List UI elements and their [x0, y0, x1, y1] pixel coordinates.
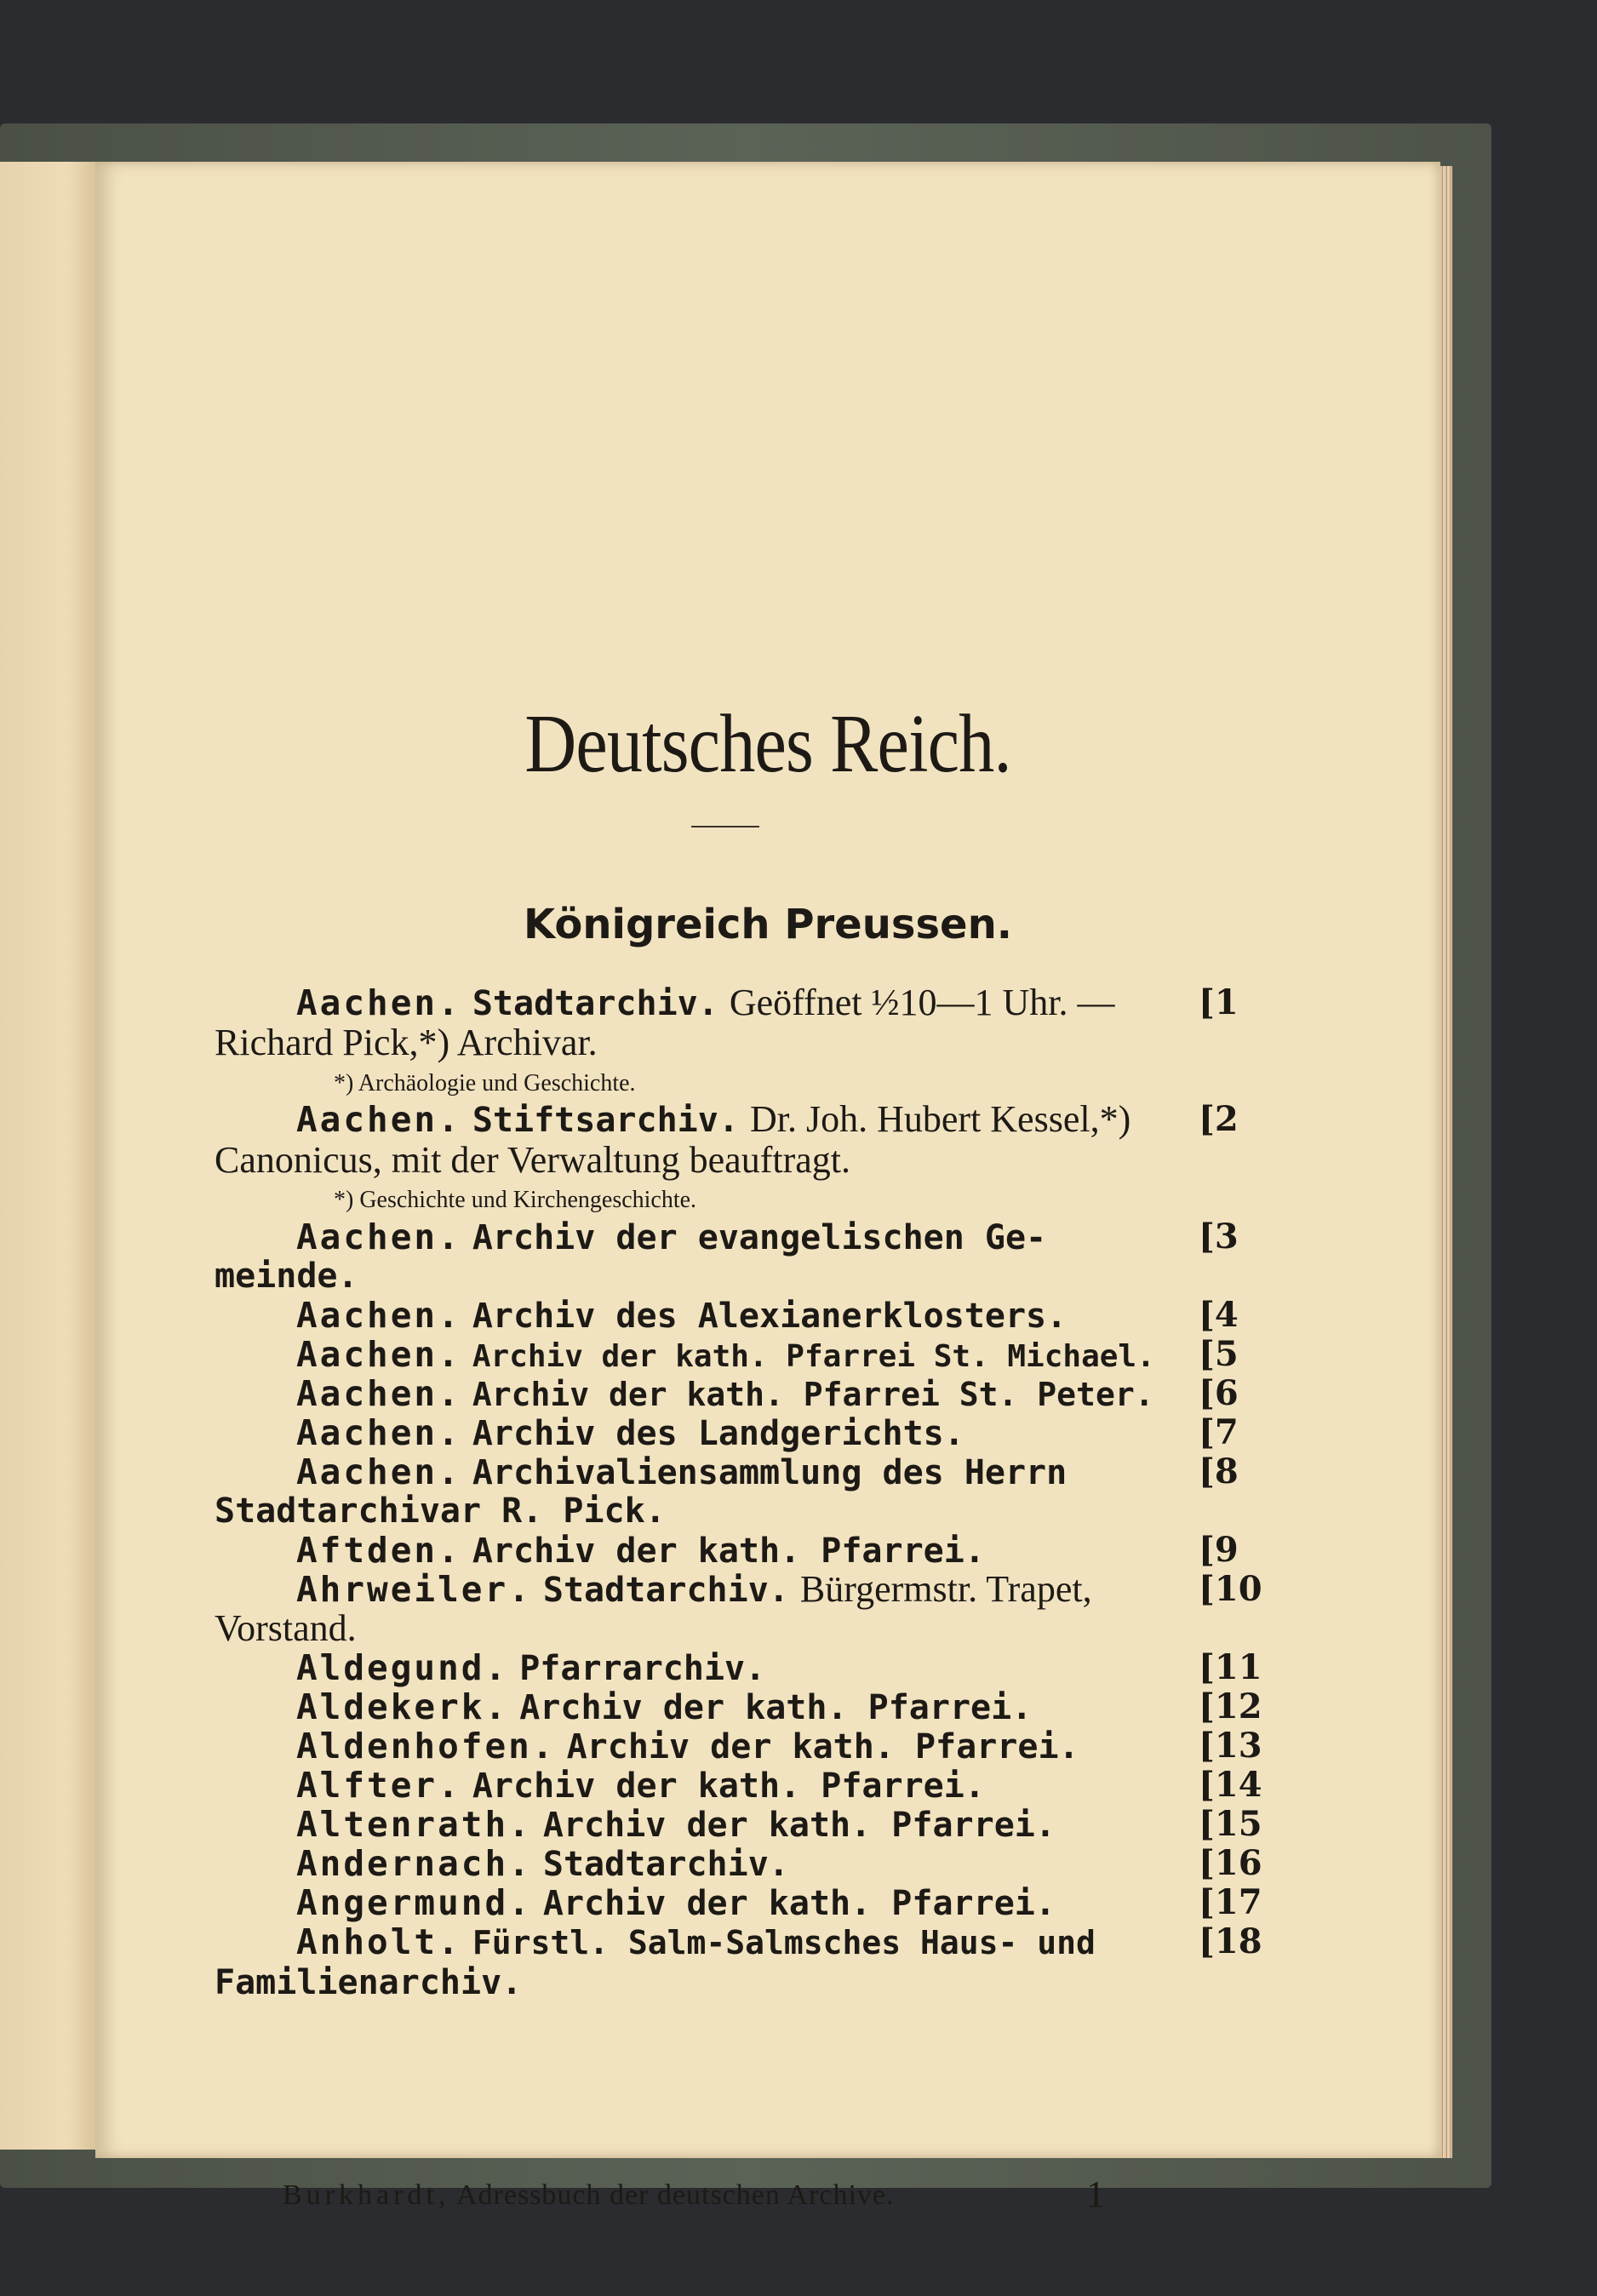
entry-line: Angermund. Archiv der kath. Pfarrei.	[296, 1882, 1056, 1923]
page-stack-edge	[1440, 166, 1452, 2158]
entry-line: Aldenhofen. Archiv der kath. Pfarrei.	[296, 1726, 1079, 1766]
entry-number: [7	[1199, 1412, 1239, 1452]
entry-number: [4	[1199, 1295, 1239, 1335]
entry-continuation: meinde.	[215, 1257, 358, 1296]
entry-continuation: Vorstand.	[215, 1607, 357, 1649]
entry-continuation: Stadtarchivar R. Pick.	[215, 1492, 666, 1531]
entry-line: Altenrath. Archiv der kath. Pfarrei.	[296, 1804, 1056, 1845]
footnote: *) Geschichte und Kirchengeschichte.	[334, 1187, 697, 1213]
entry-continuation: Richard Pick,*) Archivar.	[215, 1022, 598, 1063]
entry-line: Aachen. Stadtarchiv. Geöffnet ½10—1 Uhr. —	[296, 982, 1115, 1023]
entry-number: [12	[1199, 1686, 1262, 1726]
entry-number: [13	[1199, 1726, 1262, 1766]
entry-line: Aldekerk. Archiv der kath. Pfarrei.	[296, 1686, 1033, 1727]
entry-continuation: Canonicus, mit der Verwaltung beauftragt.	[215, 1139, 850, 1181]
entry-continuation: Familienarchiv.	[215, 1963, 523, 2002]
page-number: 1	[1086, 2173, 1105, 2215]
entry-number: [17	[1199, 1882, 1262, 1922]
entry-line: Aachen. Archiv der kath. Pfarrei St. Peter.	[296, 1373, 1154, 1414]
entry-line: Aachen. Stiftsarchiv. Dr. Joh. Hubert Kessel,*)	[296, 1098, 1131, 1140]
entry-line: Aachen. Archiv der kath. Pfarrei St. Michael.	[296, 1334, 1155, 1375]
entry-number: [1	[1199, 982, 1239, 1022]
entry-line: Aftden. Archiv der kath. Pfarrei.	[296, 1530, 985, 1571]
entry-line: Aachen. Archiv der evangelischen Ge-	[296, 1217, 1047, 1257]
page-footer: Burkhardt, Adressbuch der deutschen Archive.	[283, 2179, 895, 2211]
entry-number: [18	[1199, 1921, 1262, 1961]
entry-line: Aachen. Archiv des Landgerichts.	[296, 1412, 964, 1453]
entry-line: Andernach. Stadtarchiv.	[296, 1843, 789, 1884]
entry-number: [14	[1199, 1765, 1262, 1805]
entry-line: Aldegund. Pfarrarchiv.	[296, 1647, 766, 1688]
section-heading: Königreich Preussen.	[523, 901, 1012, 948]
entry-number: [6	[1199, 1373, 1239, 1413]
entry-number: [10	[1199, 1569, 1262, 1609]
entry-number: [5	[1199, 1334, 1239, 1374]
page-text	[95, 162, 1440, 2215]
entry-number: [11	[1199, 1647, 1262, 1687]
left-page-edge	[0, 162, 95, 2150]
title-rule	[691, 826, 759, 827]
entry-number: [8	[1199, 1451, 1239, 1492]
entry-number: [16	[1199, 1843, 1262, 1883]
entry-line: Aachen. Archivaliensammlung des Herrn	[296, 1451, 1068, 1492]
entry-number: [3	[1199, 1217, 1239, 1257]
entry-line: Alfter. Archiv der kath. Pfarrei.	[296, 1765, 985, 1806]
entry-line: Aachen. Archiv des Alexianerklosters.	[296, 1295, 1068, 1336]
footnote: *) Archäologie und Geschichte.	[334, 1070, 636, 1096]
book-page	[95, 162, 1440, 2215]
entry-number: [2	[1199, 1099, 1239, 1139]
page-title: Deutsches Reich.	[524, 698, 1011, 790]
entry-number: [15	[1199, 1804, 1262, 1844]
entry-line: Ahrweiler. Stadtarchiv. Bürgermstr. Trapet,	[296, 1568, 1092, 1610]
entry-number: [9	[1199, 1530, 1239, 1570]
entry-line: Anholt. Fürstl. Salm-Salmsches Haus- und	[296, 1921, 1096, 1962]
